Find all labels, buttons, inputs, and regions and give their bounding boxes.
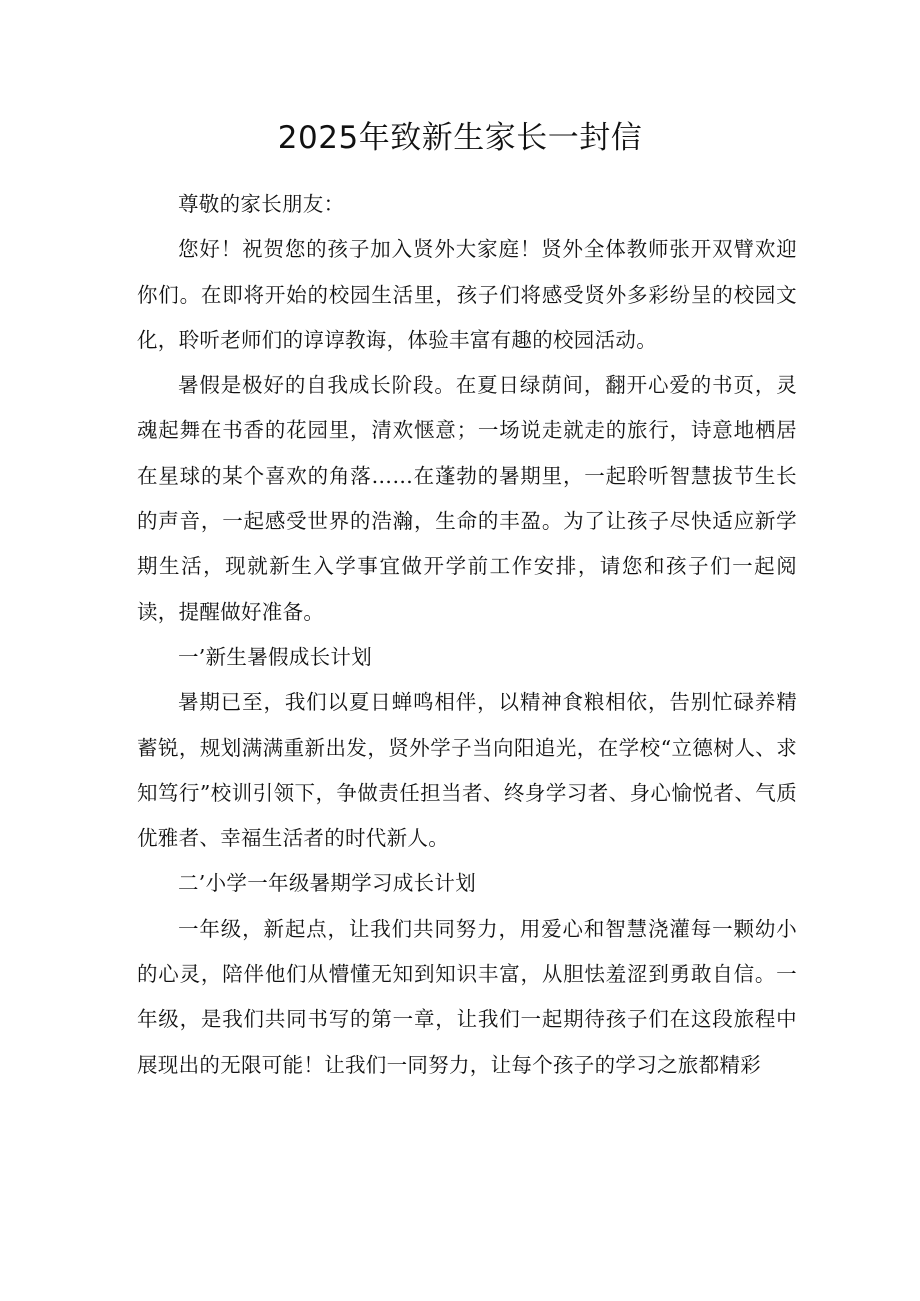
greeting: 尊敬的家长朋友： (178, 192, 345, 216)
paragraph-summer: 暑假是极好的自我成长阶段。在夏日绿荫间，翻开心爱的书页，灵魂起舞在书香的花园里，清欢惬意；一场说走就走的旅行，诗意地栖居在星球的某个喜欢的角落……在蓬勃的暑期里，一起聆听智慧拔节生长的声音，一起感受世界的浩瀚，生命的丰盈。为了让孩子尽快适应新学期生活，现就新生入学事宜做开学前工作安排，请您和孩子们一起阅读，提醒做好准备。 (137, 373, 797, 624)
section-text-1: 暑期已至，我们以夏日蝉鸣相伴，以精神食粮相依，告别忙碌养精蓄锐，规划满满重新出发，贤外学子当向阳追光，在学校“立德树人、求知笃行”校训引领下，争做责任担当者、终身学习者、身心愉悦者、气质优雅者、幸福生活者的时代新人。 (137, 690, 797, 851)
section-text-2: 一年级，新起点，让我们共同努力，用爱心和智慧浇灌每一颗幼小的心灵，陪伴他们从懵懂无知到知识丰富，从胆怯羞涩到勇敢自信。一年级，是我们共同书写的第一章，让我们一起期待孩子们在这段旅程中展现出的无限可能！让我们一同努力，让每个孩子的学习之旅都精彩 (137, 916, 797, 1077)
document-title: 2025年致新生家长一封信 (277, 120, 643, 156)
document-body (137, 182, 797, 1088)
section-heading-1: 一’新生暑假成长计划 (178, 644, 373, 669)
paragraph-welcome: 您好！祝贺您的孩子加入贤外大家庭！贤外全体教师张开双臂欢迎你们。在即将开始的校园生活里，孩子们将感受贤外多彩纷呈的校园文化，聆听老师们的谆谆教诲，体验丰富有趣的校园活动。 (137, 237, 797, 352)
section-heading-2: 二’小学一年级暑期学习成长计划 (178, 871, 477, 896)
